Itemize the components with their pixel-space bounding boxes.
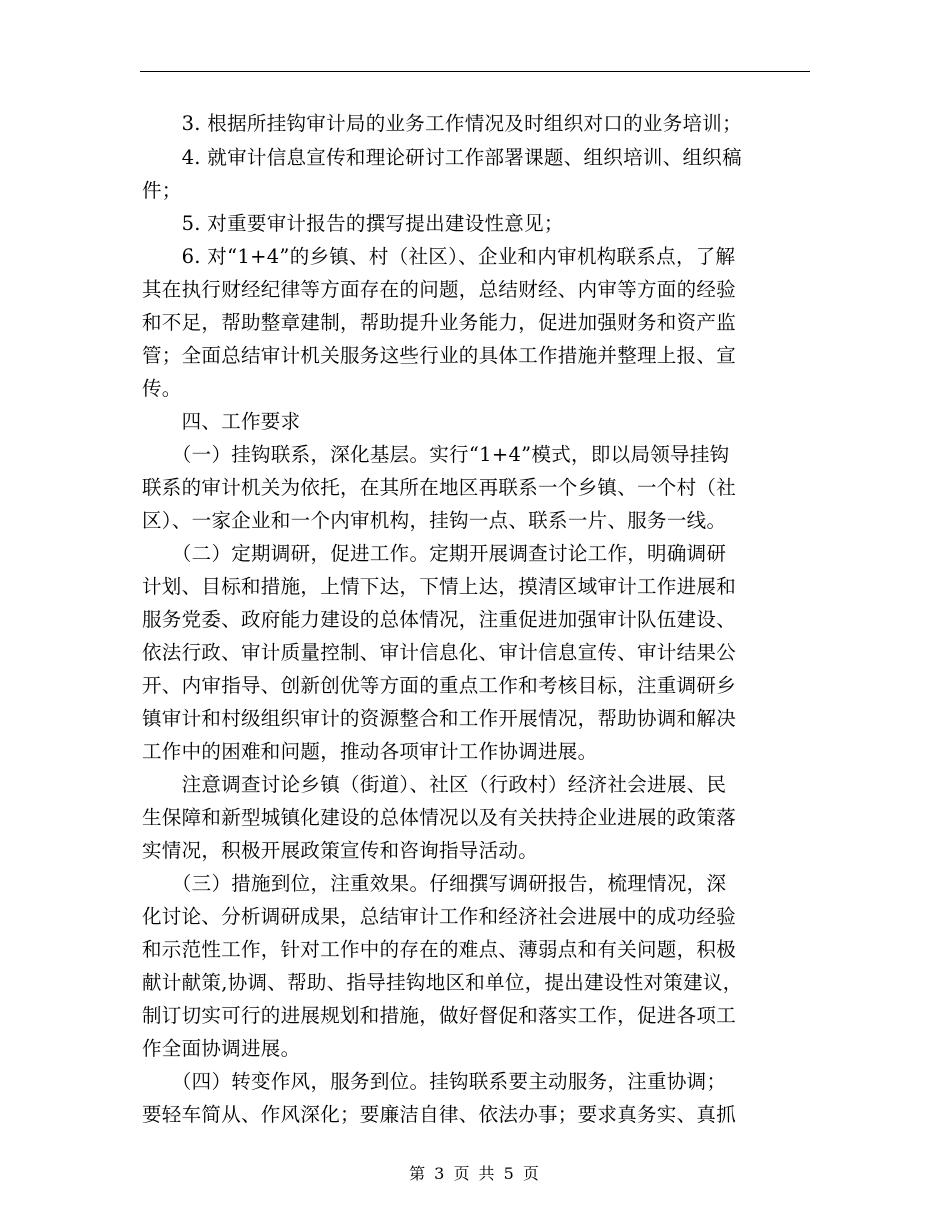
text-line: 和示范性工作，针对工作中的存在的难点、薄弱点和有关问题，积极 [142, 938, 737, 961]
text-line: （二）定期调研，促进工作。定期开展调查讨论工作，明确调研 [142, 542, 727, 565]
text-line: 开、内审指导、创新创优等方面的重点工作和考核目标，注重调研乡 [142, 674, 737, 697]
text-line: 其在执行财经纪律等方面存在的问题，总结财经、内审等方面的经验 [142, 278, 737, 301]
text-line: 要轻车简从、作风深化；要廉洁自律、依法办事；要求真务实、真抓 [142, 1103, 737, 1126]
text-line: 计划、目标和措施，上情下达，下情上达，摸清区域审计工作进展和 [142, 575, 737, 598]
text-line: 传。 [142, 377, 182, 400]
text-line: 化讨论、分析调研成果，总结审计工作和经济社会进展中的成功经验 [142, 905, 737, 928]
text-line: 联系的审计机关为依托，在其所在地区再联系一个乡镇、一个村（社 [142, 476, 737, 499]
text-line: 生保障和新型城镇化建设的总体情况以及有关扶持企业进展的政策落 [142, 806, 737, 829]
page-number-footer: 第 3 页 共 5 页 [409, 1164, 541, 1183]
text-line: （三）措施到位，注重效果。仔细撰写调研报告，梳理情况，深 [142, 872, 727, 895]
text-line: 依法行政、审计质量控制、审计信息化、审计信息宣传、审计结果公 [142, 641, 737, 664]
text-line: 注意调查讨论乡镇（街道）、社区（行政村）经济社会进展、民 [142, 773, 727, 796]
text-line: 区）、一家企业和一个内审机构，挂钩一点、联系一片、服务一线。 [142, 509, 727, 532]
text-line: 6. 对“1+4”的乡镇、村（社区）、企业和内审机构联系点，了解 [142, 245, 736, 268]
text-line: 工作中的困难和问题，推动各项审计工作协调进展。 [142, 740, 598, 763]
text-line: 服务党委、政府能力建设的总体情况，注重促进加强审计队伍建设、 [142, 608, 737, 631]
text-line: 3. 根据所挂钩审计局的业务工作情况及时组织对口的业务培训； [142, 112, 742, 135]
text-line: 4. 就审计信息宣传和理论研讨工作部署课题、组织培训、组织稿 [142, 146, 742, 169]
text-line: 和不足，帮助整章建制，帮助提升业务能力，促进加强财务和资产监 [142, 311, 737, 334]
text-line: 镇审计和村级组织审计的资源整合和工作开展情况，帮助协调和解决 [142, 707, 737, 730]
text-line: 5. 对重要审计报告的撰写提出建设性意见； [142, 212, 564, 235]
text-line: 制订切实可行的进展规划和措施，做好督促和落实工作，促进各项工 [142, 1004, 737, 1027]
text-line: 管；全面总结审计机关服务这些行业的具体工作措施并整理上报、宣 [142, 344, 737, 367]
text-line: 作全面协调进展。 [142, 1037, 301, 1060]
text-line: （一）挂钩联系，深化基层。实行“1+4”模式，即以局领导挂钩 [142, 443, 730, 466]
text-line: 献计献策,协调、帮助、指导挂钩地区和单位，提出建设性对策建议， [142, 971, 743, 994]
text-line: 件； [142, 179, 182, 202]
header-rule [140, 71, 810, 72]
text-line: （四）转变作风，服务到位。挂钩联系要主动服务，注重协调； [142, 1070, 727, 1093]
section-heading: 四、工作要求 [142, 410, 301, 433]
text-line: 实情况，积极开展政策宣传和咨询指导活动。 [142, 839, 539, 862]
